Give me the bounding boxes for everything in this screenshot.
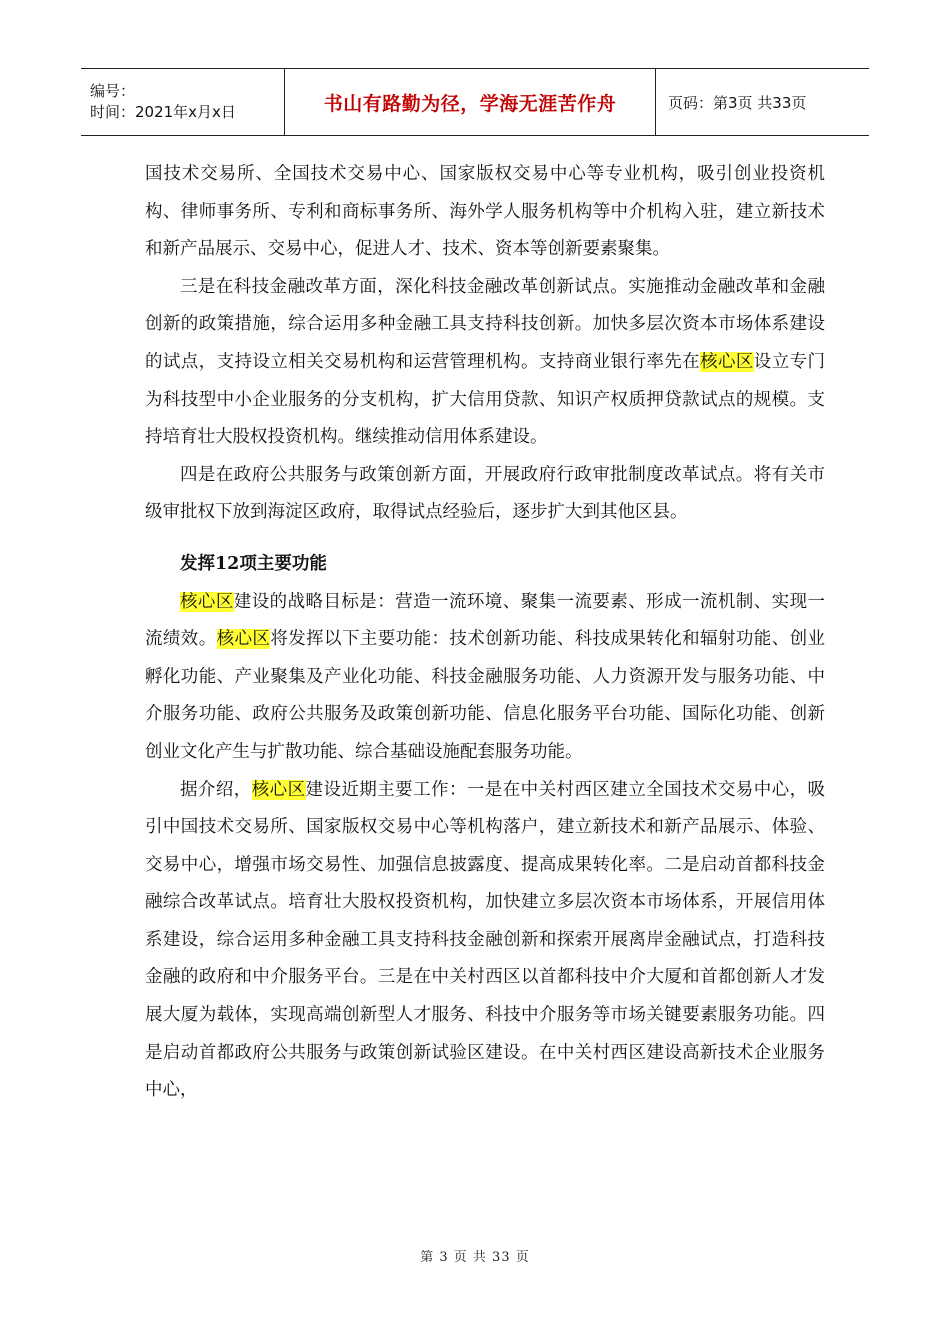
section-heading: 发挥12项主要功能 <box>180 553 327 574</box>
text-segment: 将发挥以下主要功能：技术创新功能、科技成果转化和辐射功能、创业孵化功能、产业聚集及产业化功能、科技金融服务功能、人力资源开发与服务功能、中介服务功能、政府公共服务及政策创新功能、信息化服务平台功能、国际化功能、创新创业文化产生与扩散功能、综合基础设施配套服务功能。 <box>145 629 826 762</box>
text-segment: 据介绍， <box>180 779 252 800</box>
highlighted-term: 核心区 <box>216 629 271 650</box>
header-page-cell <box>656 69 869 135</box>
page-footer: 第 3 页 共 33 页 <box>420 1250 530 1265</box>
document-body <box>145 156 825 1110</box>
header-motto: 书山有路勤为径，学海无涯苦作舟 <box>323 92 617 115</box>
header-page-number: 页码：第3页 共33页 <box>668 93 807 112</box>
highlighted-term: 核心区 <box>180 591 234 612</box>
page-header <box>81 68 869 136</box>
highlighted-term: 核心区 <box>700 351 754 372</box>
paragraph-public-service: 四是在政府公共服务与政策创新方面，开展政府行政审批制度改革试点。将有关市级审批权下放到海淀区政府，取得试点经验后，逐步扩大到其他区县。 <box>145 464 825 523</box>
paragraph-near-term-work <box>145 772 825 1110</box>
paragraph-finance-reform <box>145 269 825 457</box>
document-date-label: 时间：2021年x月x日 <box>90 103 236 121</box>
text-segment: 设立专门为科技型中小企业服务的分支机构，扩大信用贷款、知识产权质押贷款试点的规模。支持培育壮大股权投资机构。继续推动信用体系建设。 <box>145 351 826 448</box>
text-segment: 建设的战略目标是：营造一流环境、聚集一流要素、形成一流机制、实现一流绩效。 <box>145 591 826 650</box>
text-segment: 建设近期主要工作：一是在中关村西区建立全国技术交易中心，吸引中国技术交易所、国家版权交易中心等机构落户，建立新技术和新产品展示、体验、交易中心，增强市场交易性、加强信息披露度、提高成果转化率。二是启动首都科技金融综合改革试点。培育壮大股权投资机构，加快建立多层次资本市场体系，开展信用体系建设，综合运用多种金融工具支持科技金融创新和探索开展离岸金融试点，打造科技金融的政府和中介服务平台。三是在中关村西区以首都科技中介大厦和首都创新人才发展大厦为载体，实现高端创新型人才服务、科技中介服务等市场关键要素服务功能。四是启动首都政府公共服务与政策创新试验区建设。在中关村西区建设高新技术企业服务中心， <box>145 779 826 1101</box>
header-meta <box>81 69 284 135</box>
header-motto-cell <box>284 69 656 135</box>
paragraph-continued: 国技术交易所、全国技术交易中心、国家版权交易中心等专业机构，吸引创业投资机构、律师事务所、专利和商标事务所、海外学人服务机构等中介机构入驻，建立新技术和新产品展示、交易中心，促进人才、技术、资本等创新要素聚集。 <box>145 164 825 260</box>
document-number-label: 编号： <box>90 82 136 100</box>
text-segment: 三是在科技金融改革方面，深化科技金融改革创新试点。实施推动金融改革和金融创新的政策措施，综合运用多种金融工具支持科技创新。加快多层次资本市场体系建设的试点，支持设立相关交易机构和运营管理机构。支持商业银行率先在 <box>145 276 825 372</box>
paragraph-strategic-goals <box>145 584 825 772</box>
highlighted-term: 核心区 <box>251 779 306 800</box>
